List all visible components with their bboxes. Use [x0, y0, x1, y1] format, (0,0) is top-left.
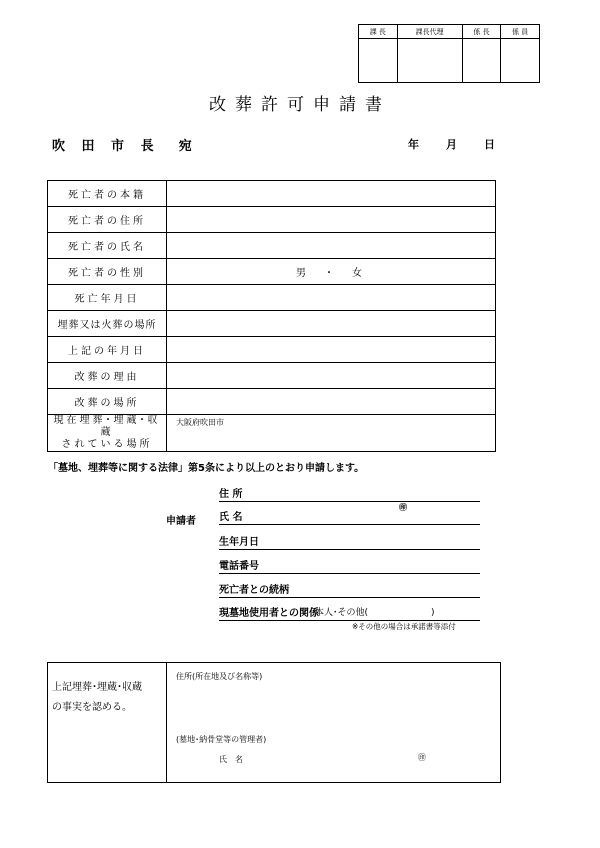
name-field[interactable]	[167, 233, 496, 259]
applicant-birthdate-label: 生年月日	[219, 537, 259, 548]
manager-name-field[interactable]	[260, 750, 410, 766]
manager-address-field[interactable]	[240, 690, 490, 730]
table-row	[48, 259, 496, 285]
deceased-info-table	[47, 180, 496, 452]
row-label-address: 死亡者の住所	[48, 207, 167, 233]
stamp-box[interactable]	[359, 39, 398, 83]
applicant-phone-label: 電話番号	[219, 561, 259, 572]
manager-label: (墓地･納骨堂等の管理者)	[176, 735, 267, 744]
reburial-place-field[interactable]	[167, 389, 496, 415]
relation-to-deceased-label: 死亡者との続柄	[219, 585, 289, 596]
burial-place-field[interactable]	[167, 311, 496, 337]
seal-mark-icon: ㊞	[399, 503, 407, 512]
date-year-label: 年	[408, 138, 419, 151]
seal-mark-icon: ㊞	[418, 753, 426, 762]
stamp-box[interactable]	[397, 39, 462, 83]
stamp-header-subsection-chief: 係 長	[462, 25, 501, 39]
certification-text-line2: の事実を認める。	[52, 702, 132, 713]
row-label-current-place	[48, 415, 167, 452]
current-place-field[interactable]: 大阪府吹田市	[167, 415, 496, 452]
row-label-domicile: 死亡者の本籍	[48, 181, 167, 207]
table-row	[48, 285, 496, 311]
row-label-burial-date: 上記の年月日	[48, 337, 167, 363]
gender-field[interactable]: 男 ・ 女	[167, 259, 496, 285]
certification-text-line1: 上記埋葬･埋蔵･収蔵	[52, 682, 142, 693]
applicant-name-label: 氏 名	[219, 512, 243, 523]
reason-field[interactable]	[167, 363, 496, 389]
row-label-name: 死亡者の氏名	[48, 233, 167, 259]
burial-date-field[interactable]	[167, 337, 496, 363]
row-label-current-place-line1: 現在埋葬･埋蔵･収蔵	[53, 415, 161, 438]
table-row	[48, 363, 496, 389]
row-label-burial-place: 埋葬又は火葬の場所	[48, 311, 167, 337]
stamp-header-section-chief: 課 長	[359, 25, 398, 39]
applicant-phone-field[interactable]	[219, 557, 480, 574]
row-label-reason: 改葬の理由	[48, 363, 167, 389]
domicile-field[interactable]	[167, 181, 496, 207]
date-day-label: 日	[484, 138, 495, 151]
relation-to-grave-user-field[interactable]	[219, 604, 480, 621]
table-row	[48, 233, 496, 259]
row-label-reburial-place: 改葬の場所	[48, 389, 167, 415]
attachment-note: ※その他の場合は承諾書等添付	[352, 622, 456, 631]
row-label-death-date: 死亡年月日	[48, 285, 167, 311]
statement-text: 「墓地、埋葬等に関する法律」第5条により以上のとおり申請します。	[48, 463, 365, 474]
row-label-gender: 死亡者の性別	[48, 259, 167, 285]
relation-options[interactable]: 本人･その他( )	[315, 608, 435, 618]
certification-text	[52, 678, 142, 718]
address-field[interactable]	[167, 207, 496, 233]
stamp-header-staff: 係 員	[501, 25, 540, 39]
applicant-name-field[interactable]	[219, 503, 480, 525]
relation-to-grave-user-label: 現墓地使用者との関係	[219, 608, 319, 619]
applicant-address-label: 住 所	[219, 489, 243, 500]
table-row	[48, 207, 496, 233]
applicant-address-field[interactable]	[219, 485, 480, 502]
row-label-current-place-line2: されている場所	[61, 439, 153, 450]
manager-name-label: 氏 名	[219, 755, 243, 764]
table-row	[48, 337, 496, 363]
date-month-label: 月	[446, 138, 457, 151]
table-row	[48, 181, 496, 207]
table-row	[48, 311, 496, 337]
relation-to-deceased-field[interactable]	[219, 581, 480, 598]
table-row	[48, 415, 496, 452]
approval-stamp-boxes	[358, 24, 540, 83]
applicant-label: 申請者	[166, 516, 196, 527]
stamp-header-deputy-chief: 課長代理	[397, 25, 462, 39]
addressee: 吹 田 市 長 宛	[52, 139, 198, 154]
manager-address-label: 住所(所在地及び名称等)	[176, 672, 263, 681]
stamp-box[interactable]	[462, 39, 501, 83]
death-date-field[interactable]	[167, 285, 496, 311]
table-row	[48, 389, 496, 415]
applicant-birthdate-field[interactable]	[219, 533, 480, 550]
certification-divider	[166, 662, 167, 783]
stamp-box[interactable]	[501, 39, 540, 83]
form-title: 改葬許可申請書	[209, 95, 391, 115]
